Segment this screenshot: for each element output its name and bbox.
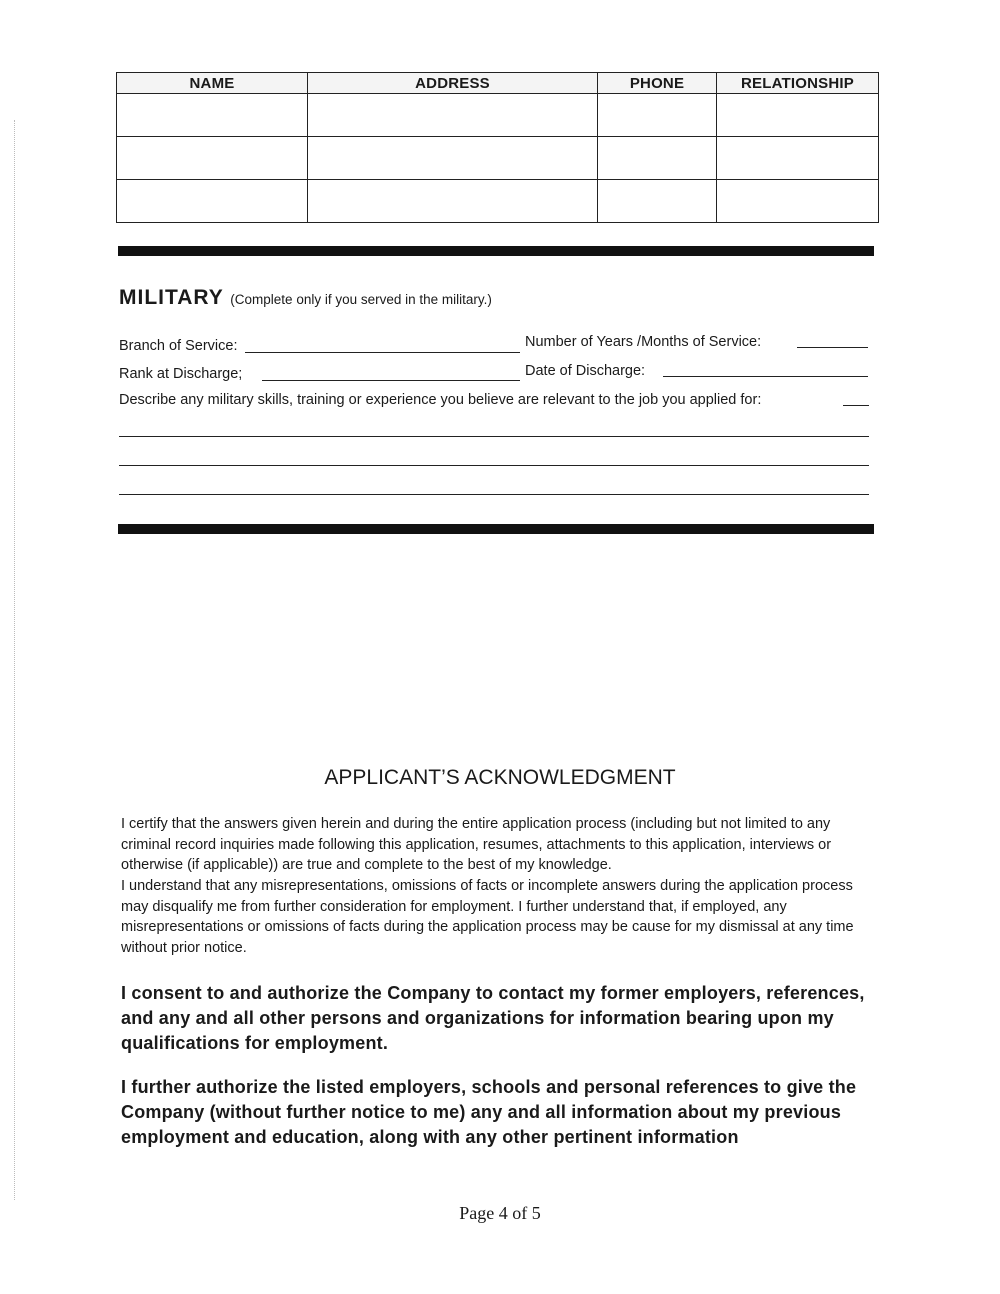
military-skills-line-1[interactable] [119,436,869,437]
acknowledgment-title: APPLICANT’S ACKNOWLEDGMENT [324,766,676,789]
branch-of-service-label: Branch of Service: [119,338,238,354]
consent-paragraph: I consent to and authorize the Company to contact my former employers, references, and any and all other persons and organizations for information bearing upon my qualifications for employment. [121,983,865,1053]
table-row [117,180,879,223]
authorization-paragraph: I further authorize the listed employers, schools and personal references to give the Company (without further notice to me) any and all information about my previous employment and education, along with any other pertinent information [121,1077,857,1147]
years-of-service-field[interactable] [797,347,868,348]
name-cell[interactable] [117,94,308,137]
address-cell[interactable] [308,94,598,137]
scan-edge-marks [14,120,15,1200]
rank-at-discharge-label: Rank at Discharge; [119,366,243,382]
section-divider-top [118,246,874,256]
column-header-name: NAME [117,73,308,94]
address-cell[interactable] [308,137,598,180]
references-table [116,72,879,223]
references-table-header [117,73,879,94]
column-header-phone: PHONE [598,73,717,94]
military-note: (Complete only if you served in the military.) [230,292,492,307]
page-number: Page 4 of 5 [459,1203,541,1223]
relationship-cell[interactable] [717,137,879,180]
military-title-text: MILITARY [119,286,224,309]
military-section-title [119,286,492,310]
military-skills-field-inline[interactable] [843,405,869,406]
name-cell[interactable] [117,137,308,180]
phone-cell[interactable] [598,180,717,223]
military-skills-line-3[interactable] [119,494,869,495]
column-header-relationship: RELATIONSHIP [717,73,879,94]
table-row [117,94,879,137]
address-cell[interactable] [308,180,598,223]
section-divider-bottom [118,524,874,534]
name-cell[interactable] [117,180,308,223]
date-of-discharge-field[interactable] [663,376,868,377]
date-of-discharge-label: Date of Discharge: [525,363,646,379]
military-skills-line-2[interactable] [119,465,869,466]
misrepresentation-paragraph: I understand that any misrepresentations, omissions of facts or incomplete answers during the application process may disqualify me from further consideration for employment. I further understand that, if employed, any misrepresentations or omissions of facts during the application process may be cause for my dismissal at any time without prior notice. [121,878,854,956]
phone-cell[interactable] [598,137,717,180]
relationship-cell[interactable] [717,180,879,223]
rank-at-discharge-field[interactable] [262,380,520,381]
military-skills-label: Describe any military skills, training or experience you believe are relevant to the job you applied for: [119,392,762,408]
relationship-cell[interactable] [717,94,879,137]
certification-paragraph: I certify that the answers given herein and during the entire application process (including but not limited to any criminal record inquiries made following this application, resumes, attachments to this application, interviews or otherwise (if applicable)) are true and complete to the best of my knowledge. [121,816,832,873]
column-header-address: ADDRESS [308,73,598,94]
years-of-service-label: Number of Years /Months of Service: [525,334,762,350]
phone-cell[interactable] [598,94,717,137]
branch-of-service-field[interactable] [245,352,520,353]
table-row [117,137,879,180]
